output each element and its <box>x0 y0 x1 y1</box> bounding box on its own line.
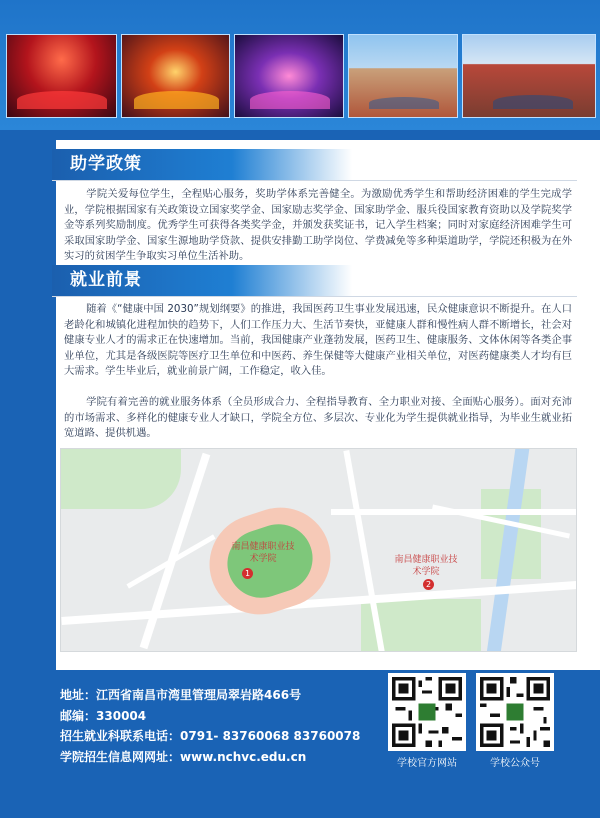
campus-2-label: 南昌健康职业技术学院 <box>394 555 458 577</box>
campus-map[interactable] <box>60 448 577 652</box>
qr-caption-wechat: 学校公众号 <box>490 758 540 769</box>
address-value: 江西省南昌市湾里管理局翠岩路466号 <box>96 688 302 702</box>
employment-paragraph-2 <box>64 395 572 442</box>
employment-text-2: 学院有着完善的就业服务体系（全员形成合力、全程指导教育、全力职业对接、全面贴心服务）。面对充沛的市场需求、多样化的健康专业人才缺口，学院全方位、多层次、专业化为学生提供就业指导，为毕业生就业拓宽道路、提供机遇。 <box>64 396 572 440</box>
employment-paragraph-1 <box>64 302 572 380</box>
flag-ceremony-photo <box>462 34 596 118</box>
qr-code-website-icon[interactable] <box>388 673 466 751</box>
map-pin-1[interactable]: 1 <box>242 568 253 579</box>
divider <box>52 180 577 181</box>
stage-performance-photo-2 <box>121 34 230 118</box>
sports-field-parade-photo <box>348 34 458 118</box>
photo-strip <box>0 0 600 130</box>
section-title-financial-aid: 助学政策 <box>52 149 352 180</box>
financial-aid-paragraph <box>64 187 572 265</box>
website-line <box>60 748 306 766</box>
stage-performance-photo-3 <box>234 34 344 118</box>
postcode-line <box>60 707 146 725</box>
postcode-label: 邮编： <box>60 709 97 723</box>
qr-code-wechat-icon[interactable] <box>476 673 554 751</box>
map-pin-2[interactable]: 2 <box>423 579 434 590</box>
phone-label: 招生就业科联系电话： <box>60 729 181 743</box>
postcode-value: 330004 <box>96 709 147 723</box>
website-label: 学院招生信息网网址： <box>60 750 181 764</box>
financial-aid-text: 学院关爱每位学生，全程贴心服务，奖助学体系完善健全。为激励优秀学生和帮助经济困难的学生完成学业，学院根据国家有关政策设立国家奖学金、国家励志奖学金、国家助学金、服兵役国家教育资助以及学院奖学金等系列奖励制度。优秀学生可获得各类奖学金，并颁发获奖证书，记入学生档案；同时对家庭经济困难学生可采取国家助学金、国家生源地助学贷款、提供安排勤工助学岗位、学费减免等多种渠道助学，学院还积极为在外实习的贫困学生争取实习单位生活补助。 <box>64 188 572 263</box>
website-link[interactable]: www.nchvc.edu.cn <box>180 750 307 764</box>
employment-text-1: 随着《“健康中国 2030”规划纲要》的推进，我国医药卫生事业发展迅速，民众健康意识不断提升。在人口老龄化和城镇化进程加快的趋势下，人们工作压力大、生活节奏快，亚健康人群和慢性病人群不断增长，社会对健康专业人才的需求正在快速增加。当前，我国健康产业蓬勃发展，医药卫生、健康服务、文体休闲等各类企事业单位，尤其是各级医院等医疗卫生单位和中医药、养生保健等大健康产业相关单位，对医药健康类人才均有巨大需求。学生毕业后，就业前景广阔，工作稳定，收入佳。 <box>64 303 572 378</box>
address-label: 地址： <box>60 688 97 702</box>
qr-caption-website: 学校官方网站 <box>397 758 457 769</box>
phone-line <box>60 727 360 745</box>
divider <box>52 296 577 297</box>
campus-1-label: 南昌健康职业技术学院 <box>231 542 295 564</box>
phone-value[interactable]: 0791- 83760068 83760078 <box>180 729 361 743</box>
section-title-employment: 就业前景 <box>52 265 352 296</box>
stage-performance-photo-1 <box>6 34 117 118</box>
address-line <box>60 686 301 704</box>
